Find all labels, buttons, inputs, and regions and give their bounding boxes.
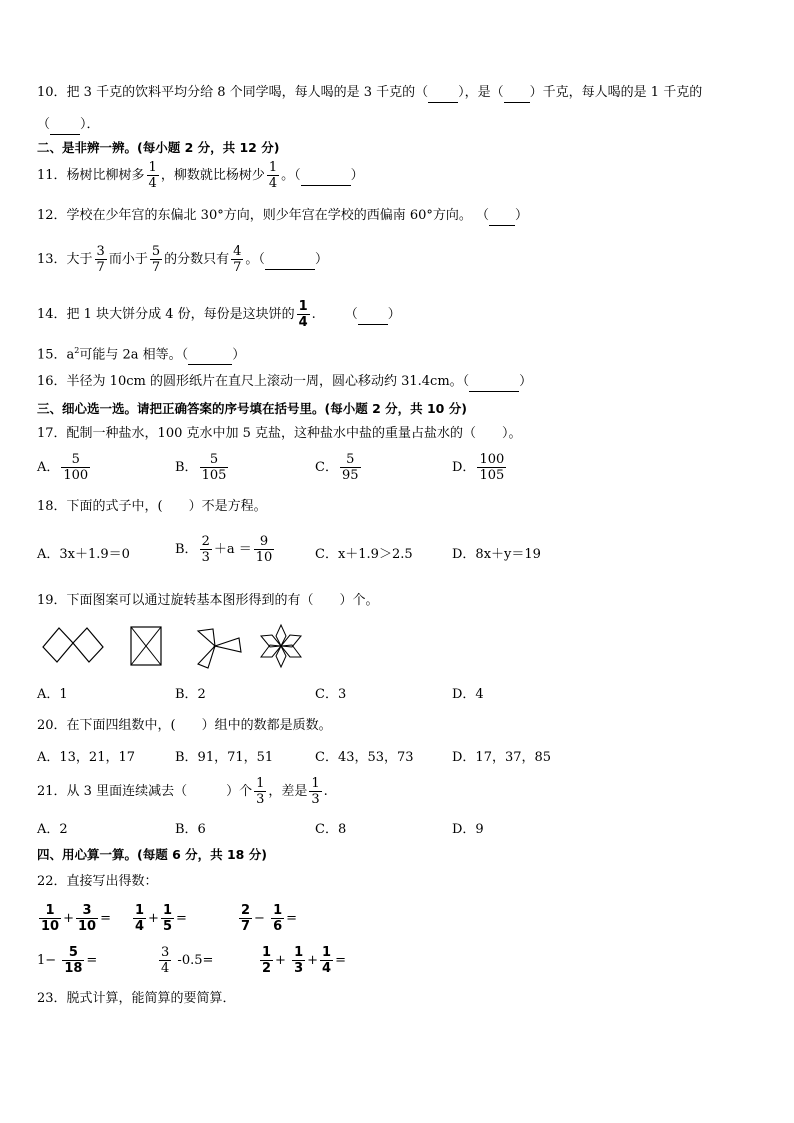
answer-blank[interactable] [504,84,530,103]
question-10: 10．把 3 千克的饮料平均分给 8 个同学喝，每人喝的是 3 千克的（ ），是（ ）千克，每人喝的是 1 千克的 [37,84,702,103]
answer-blank[interactable] [489,207,515,226]
option-a[interactable]: A．3x＋1.9＝0 [37,547,130,562]
option-c[interactable]: C．3 [315,687,347,702]
question-15: 15．$a^2$可能与 2a 相等。（ ） [37,342,245,365]
answer-blank[interactable] [265,251,315,270]
expression-6: $\frac{1}{2}$ + $\frac{1}{3}$ + $\frac{1}{4}$ = [262,945,346,976]
figure-pinwheel [193,626,245,672]
expression-4: 1− $\frac{5}{18}$ = [37,945,98,976]
question-19: 19．下面图案可以通过旋转基本图形得到的有（ ）个。 [37,593,379,608]
answer-blank[interactable] [301,167,351,186]
option-c[interactable]: C．8 [315,822,347,837]
option-b[interactable]: B． $\frac{2}{3}$ ＋a ＝ $\frac{9}{10}$ [175,534,273,565]
option-b[interactable]: B．91，71，51 [175,750,274,765]
expression-3: $\frac{2}{7}$ − $\frac{1}{6}$ = [241,903,298,934]
option-c[interactable]: C． $\frac{5}{95}$ [315,452,359,483]
option-a[interactable]: A．13，21，17 [37,750,136,765]
question-18: 18．下面的式子中，( ）不是方程。 [37,499,267,514]
question-20: 20．在下面四组数中，( ）组中的数都是质数。 [37,718,332,733]
expression-2: $\frac{1}{4}$ + $\frac{1}{5}$ = [135,903,187,934]
option-d[interactable]: D． $\frac{100}{105}$ [452,452,505,483]
answer-blank[interactable] [50,116,80,135]
section-4-heading: 四、用心算一算。(每题 6 分，共 18 分) [37,847,267,862]
question-14: 14．把 1 块大饼分成 4 份，每份是这块饼的 $\frac{1}{4}$ . （ ） [37,299,401,330]
answer-blank[interactable] [358,306,388,325]
question-10-cont: （ ）． [37,116,100,135]
question-13: 13．大于 $\frac{3}{7}$ 而小于 $\frac{5}{7}$ 的分数只有 $\frac{4}{7}$ 。（ ） [37,244,328,275]
answer-blank[interactable] [469,373,519,392]
figure-square-diagonals [128,623,164,667]
answer-blank[interactable] [188,346,232,365]
option-b[interactable]: B．2 [175,687,206,702]
option-d[interactable]: D．4 [452,687,484,702]
question-12: 12．学校在少年宫的东偏北 30°方向，则少年宫在学校的西偏南 60°方向。 （ ） [37,207,528,226]
section-2-heading: 二、是非辨一辨。(每小题 2 分，共 12 分) [37,140,280,155]
expression-1: $\frac{1}{10}$ + $\frac{3}{10}$ = [41,903,111,934]
option-c[interactable]: C．x＋1.9＞2.5 [315,547,413,562]
figure-star-of-rhombi [256,622,306,670]
question-22: 22．直接写出得数： [37,874,158,889]
option-d[interactable]: D．8x＋y＝19 [452,547,541,562]
question-11: 11．杨树比柳树多 $\frac{1}{4}$ ，柳数就比杨树少 $\frac{1}{4}$ 。（ ） [37,160,364,191]
question-17: 17．配制一种盐水，100 克水中加 5 克盐，这种盐水中盐的重量占盐水的（ ）。 [37,426,522,441]
option-d[interactable]: D．9 [452,822,484,837]
option-d[interactable]: D．17，37，85 [452,750,552,765]
option-a[interactable]: A．2 [37,822,68,837]
question-21: 21．从 3 里面连续减去（ ）个 $\frac{1}{3}$ ，差是 $\frac{1}{3}$ . [37,776,328,807]
option-b[interactable]: B． $\frac{5}{105}$ [175,452,227,483]
question-16: 16．半径为 10cm 的圆形纸片在直尺上滚动一周，圆心移动约 31.4cm。（ ） [37,373,532,392]
section-3-heading: 三、细心选一选。请把正确答案的序号填在括号里。(每小题 2 分，共 10 分) [37,401,467,416]
question-23: 23．脱式计算，能简算的要简算． [37,991,236,1006]
option-b[interactable]: B．6 [175,822,206,837]
option-a[interactable]: A． $\frac{5}{100}$ [37,452,89,483]
answer-blank[interactable] [428,84,458,103]
expression-5: $\frac{3}{4}$ -0.5= [161,945,214,976]
option-a[interactable]: A．1 [37,687,68,702]
figure-two-squares [40,622,106,666]
option-c[interactable]: C．43，53，73 [315,750,414,765]
